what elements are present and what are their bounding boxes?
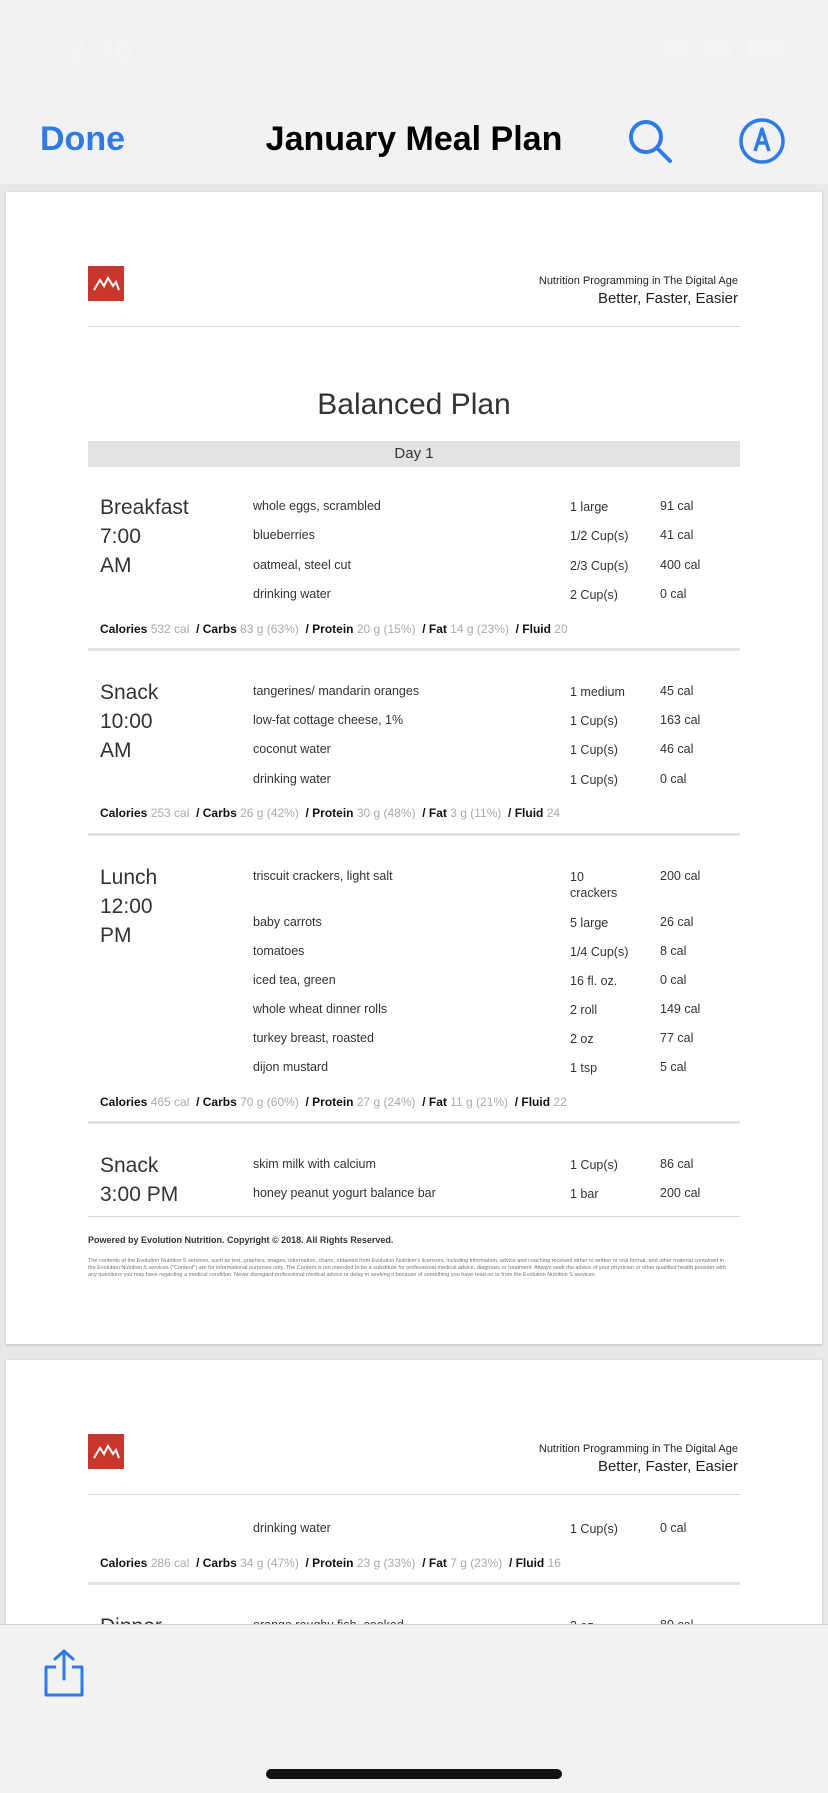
food-quantity: 16 fl. oz.	[570, 974, 618, 988]
food-quantity: 1 large	[570, 500, 609, 514]
food-calories: 77 cal	[660, 1031, 694, 1045]
day-header: Day 1	[88, 441, 740, 467]
food-item: baby carrots	[253, 915, 322, 929]
cellular-signal-icon	[662, 39, 688, 57]
document-title: January Meal Plan	[265, 120, 563, 158]
brand-logo-icon	[88, 266, 124, 301]
divider	[88, 326, 740, 327]
food-item: oatmeal, steel cut	[253, 558, 351, 572]
food-calories: 26 cal	[660, 915, 694, 929]
meal-name: Snack 10:00 AM	[100, 681, 159, 762]
header-tagline-small: Nutrition Programming in The Digital Age	[538, 275, 738, 287]
search-icon[interactable]	[625, 116, 675, 166]
navigation-bar	[0, 100, 828, 185]
food-item: honey peanut yogurt balance bar	[253, 1186, 436, 1200]
copyright-notice: Powered by Evolution Nutrition. Copyright © 2018. All Rights Reserved.	[88, 1235, 394, 1245]
pdf-page-2	[6, 1360, 822, 1660]
food-quantity: 1/4 Cup(s)	[570, 945, 629, 959]
battery-icon	[746, 39, 784, 57]
food-item: iced tea, green	[253, 973, 336, 987]
food-quantity: 5 large	[570, 916, 609, 930]
food-item: drinking water	[253, 587, 331, 601]
food-quantity: 1 bar	[570, 1187, 599, 1201]
food-calories: 46 cal	[660, 742, 694, 756]
food-calories: 0 cal	[660, 973, 687, 987]
header-tagline: Better, Faster, Easier	[597, 1458, 738, 1475]
food-calories: 41 cal	[660, 528, 694, 542]
markup-icon[interactable]	[737, 116, 787, 166]
done-button[interactable]: Done	[40, 120, 125, 158]
meal-summary: Calories 465 cal / Carbs 70 g (60%) / Protein 27 g (24%) / Fat 11 g (21%) / Fluid 22	[100, 1095, 567, 1109]
plan-title: Balanced Plan	[317, 388, 511, 421]
food-calories: 5 cal	[660, 1060, 687, 1074]
meal-divider	[88, 1582, 740, 1585]
status-time: 2:30	[68, 32, 133, 68]
bottom-toolbar	[0, 1624, 828, 1793]
food-item: turkey breast, roasted	[253, 1031, 374, 1045]
food-calories: 86 cal	[660, 1157, 694, 1171]
document-viewer[interactable]	[0, 184, 828, 1624]
food-quantity: 1 Cup(s)	[570, 773, 618, 787]
meal-summary: Calories 286 cal / Carbs 34 g (47%) / Protein 23 g (33%) / Fat 7 g (23%) / Fluid 16	[100, 1556, 561, 1570]
food-quantity: 10 crackers	[570, 870, 618, 900]
pdf-page-1	[6, 192, 822, 1344]
food-quantity: 1 Cup(s)	[570, 1522, 618, 1536]
food-item: blueberries	[253, 528, 315, 542]
food-item: whole eggs, scrambled	[253, 499, 381, 513]
food-quantity: 1/2 Cup(s)	[570, 529, 629, 543]
disclaimer-text: The contents of the Evolution Nutrition S services, such as text, graphics, images, information, charts, obtained from Evolution Nutrition's licensors, including information, advice and coaching received either in written or oral format, and other material contained in the Evolution Nutrition S services ("Content") are for informational purposes only. The Content is not intended to be a substitute for professional medical advice, diagnosis or treatment. Always seek the advice of your physician or other qualified health provider with any questions you may have regarding a medical condition. Never disregard professional medical advice or delay in seeking it because of something you have read on or from the Evolution Nutrition S services.	[88, 1258, 726, 1278]
brand-logo-icon	[88, 1434, 124, 1469]
food-calories: 8 cal	[660, 944, 687, 958]
food-item: skim milk with calcium	[253, 1157, 376, 1171]
wifi-icon	[702, 38, 732, 58]
header-tagline-small: Nutrition Programming in The Digital Age	[538, 1443, 738, 1455]
meal-divider	[88, 833, 740, 836]
food-item: tangerines/ mandarin oranges	[253, 684, 420, 698]
food-item: coconut water	[253, 742, 331, 756]
food-item: low-fat cottage cheese, 1%	[253, 713, 404, 727]
food-quantity: 2 Cup(s)	[570, 588, 618, 602]
meal-divider	[88, 1121, 740, 1124]
food-quantity: 2/3 Cup(s)	[570, 559, 629, 573]
status-bar	[0, 0, 828, 100]
food-calories: 200 cal	[660, 869, 701, 883]
food-quantity: 1 Cup(s)	[570, 1158, 618, 1172]
food-quantity: 1 tsp	[570, 1061, 598, 1075]
home-indicator[interactable]	[266, 1769, 562, 1779]
header-tagline: Better, Faster, Easier	[597, 290, 738, 307]
meal-name: Snack 3:00 PM	[100, 1154, 179, 1206]
food-item: drinking water	[253, 1521, 331, 1535]
food-item: tomatoes	[253, 944, 305, 958]
meal-summary: Calories 532 cal / Carbs 83 g (63%) / Protein 20 g (15%) / Fat 14 g (23%) / Fluid 20	[100, 622, 568, 636]
meal-name: Breakfast 7:00 AM	[100, 496, 189, 577]
food-calories: 200 cal	[660, 1186, 701, 1200]
food-calories: 149 cal	[660, 1002, 701, 1016]
food-quantity: 2 oz	[570, 1032, 594, 1046]
food-quantity: 2 roll	[570, 1003, 598, 1017]
divider	[88, 1494, 740, 1495]
food-calories: 0 cal	[660, 772, 687, 786]
food-item: whole wheat dinner rolls	[253, 1002, 388, 1016]
divider	[88, 1216, 740, 1217]
meal-summary: Calories 253 cal / Carbs 26 g (42%) / Protein 30 g (48%) / Fat 3 g (11%) / Fluid 24	[100, 806, 561, 820]
share-icon[interactable]	[40, 1647, 88, 1699]
meal-name: Lunch 12:00 PM	[100, 866, 158, 947]
food-calories: 163 cal	[660, 713, 701, 727]
food-quantity: 1 Cup(s)	[570, 714, 618, 728]
food-calories: 400 cal	[660, 558, 701, 572]
food-calories: 0 cal	[660, 1521, 687, 1535]
food-item: drinking water	[253, 772, 331, 786]
food-quantity: 1 Cup(s)	[570, 743, 618, 757]
food-quantity: 1 medium	[570, 685, 625, 699]
food-calories: 91 cal	[660, 499, 694, 513]
food-item: triscuit crackers, light salt	[253, 869, 393, 883]
food-calories: 45 cal	[660, 684, 694, 698]
meal-divider	[88, 648, 740, 651]
food-calories: 0 cal	[660, 587, 687, 601]
food-item: dijon mustard	[253, 1060, 329, 1074]
